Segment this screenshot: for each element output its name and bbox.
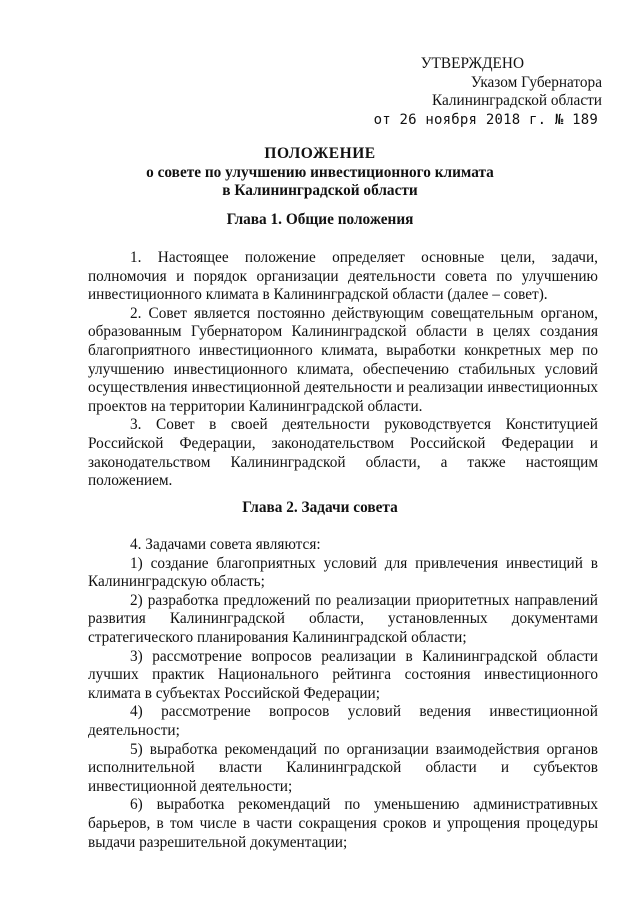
chapter-1-body	[88, 249, 598, 491]
approval-stamp: УТВЕРЖДЕНО	[420, 55, 524, 72]
approval-date: от 26 ноября 2018 г. № 189	[373, 111, 598, 128]
task-item-6: 6) выработка рекомендаций по уменьшению административных барьеров, в том числе в части сокращения сроков и упрощения процедуры выдачи разрешительной документации;	[88, 796, 598, 851]
paragraph-1: 1. Настоящее положение определяет основные цели, задачи, полномочия и порядок организации деятельности совета по улучшению инвестиционного климата в Калининградской области (далее – совет).	[88, 249, 598, 304]
approval-line-2: Калининградской области	[431, 92, 602, 110]
paragraph-4: 4. Задачами совета являются:	[130, 536, 321, 553]
paragraph-2: 2. Совет является постоянно действующим совещательным органом, образованным Губернатором Калининградской области в целях создания благоприятного инвестиционного климата, выработки конкретных мер по улучшению инвестиционного климата, обеспечению стабильных условий осуществления инвестиционной деятельности и реализации инвестиционных проектов на территории Калининградской области.	[88, 304, 598, 415]
chapter-1-heading: Глава 1. Общие положения	[226, 211, 414, 228]
task-item-1: 1) создание благоприятных условий для привлечения инвестиций в Калининградскую область;	[88, 554, 598, 591]
approval-block	[362, 55, 602, 129]
chapter-2-heading: Глава 2. Задачи совета	[242, 499, 398, 516]
document-subtitle-1: о совете по улучшению инвестиционного климата	[146, 163, 494, 181]
task-item-4: 4) рассмотрение вопросов условий ведения инвестиционной деятельности;	[88, 703, 598, 739]
task-item-2: 2) разработка предложений по реализации приоритетных направлений развития Калининградской области, установленных документами стратегического планирования Калининградской области;	[88, 591, 598, 646]
document-title: ПОЛОЖЕНИЕ	[264, 145, 376, 162]
approval-line-1: Указом Губернатора	[470, 73, 602, 91]
document-subtitle-2: в Калининградской области	[222, 182, 418, 200]
task-item-3: 3) рассмотрение вопросов реализации в Калининградской области лучших практик Национального рейтинга состояния инвестиционного климата в субъектах Российской Федерации;	[88, 647, 598, 702]
paragraph-3: 3. Совет в своей деятельности руководствуется Конституцией Российской Федерации, законодательством Российской Федерации и законодательством Калининградской области, а также настоящим положением.	[88, 416, 598, 490]
task-item-5: 5) выработка рекомендаций по организации взаимодействия органов исполнительной власти Калининградской области и субъектов инвестиционной деятельности;	[88, 740, 598, 795]
chapter-2-body	[88, 536, 598, 852]
document-title-block	[0, 145, 640, 201]
